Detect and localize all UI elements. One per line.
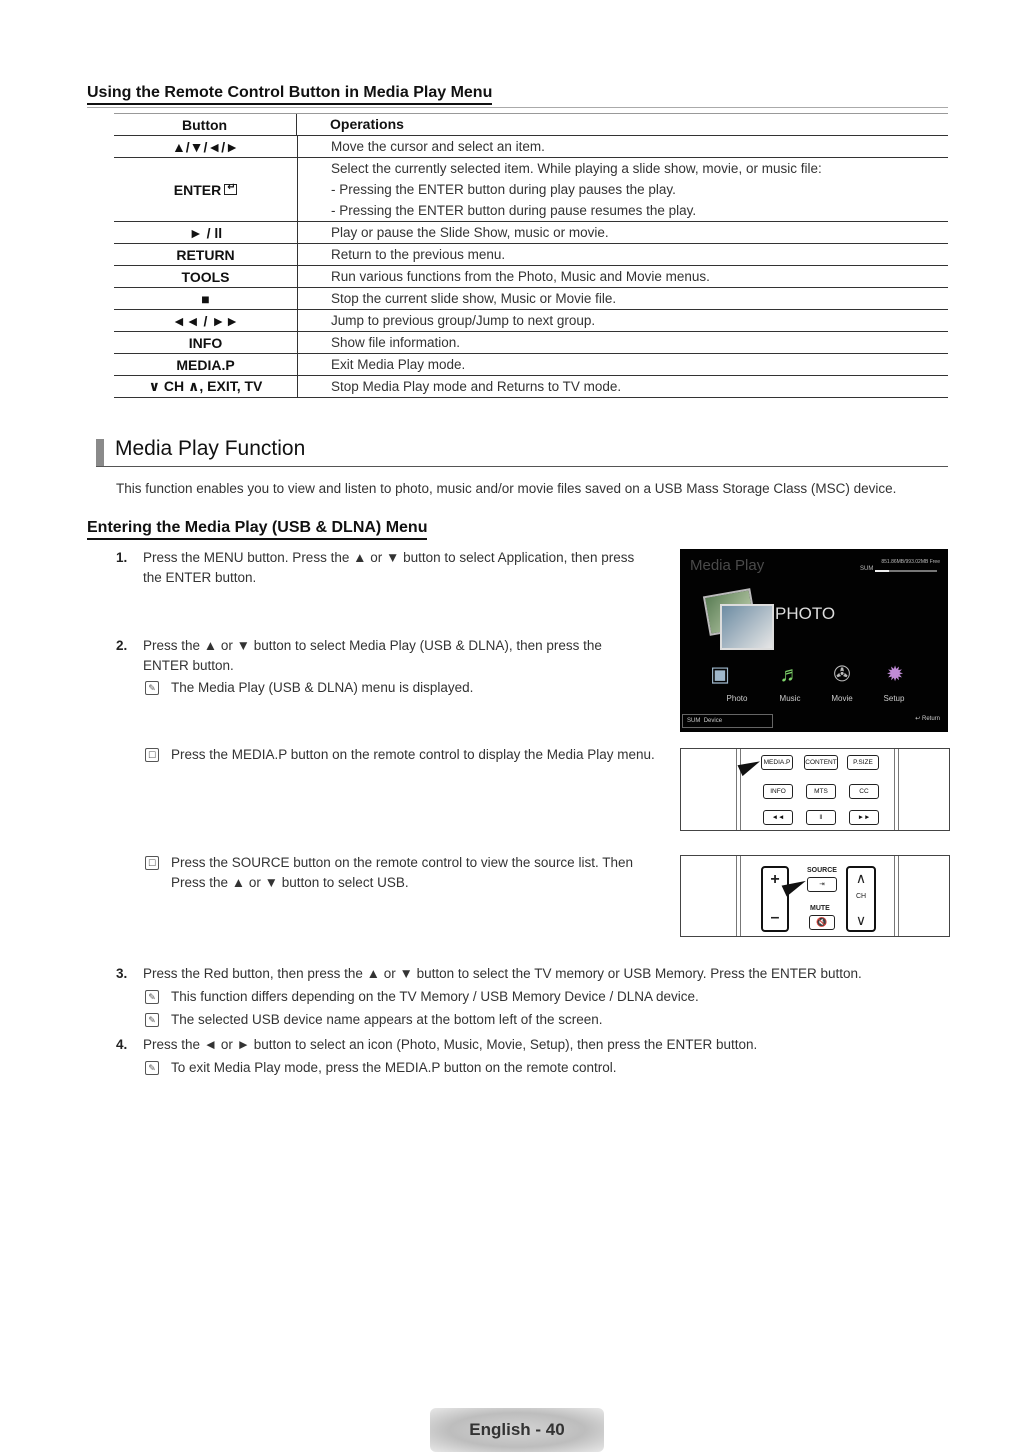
channel-label: CH bbox=[855, 893, 867, 900]
note-text: This function differs depending on the TV Memory / USB Memory Device / DLNA device. bbox=[171, 989, 699, 1004]
operations-cell bbox=[298, 266, 948, 287]
icon-label-photo: Photo bbox=[726, 694, 748, 703]
note-text: To exit Media Play mode, press the MEDIA.P button on the remote control. bbox=[171, 1060, 617, 1075]
table-row bbox=[114, 244, 948, 266]
intro-text: This function enables you to view and listen to photo, music and/or movie files saved on a USB Mass Storage Class (MSC) device. bbox=[116, 481, 897, 496]
button-cell: INFO bbox=[114, 332, 298, 353]
note-icon: ✎ bbox=[145, 1061, 159, 1075]
table-header-row bbox=[114, 113, 948, 136]
remote-btn-media-p: MEDIA.P bbox=[761, 755, 793, 770]
photo-icon: ▣ bbox=[710, 663, 730, 686]
table-row bbox=[114, 136, 948, 158]
operations-cell bbox=[298, 332, 948, 353]
storage-free: 851.86MB/993.02MB Free bbox=[881, 559, 940, 565]
button-cell: RETURN bbox=[114, 244, 298, 265]
operation-line: - Pressing the ENTER button during pause resumes the play. bbox=[331, 203, 697, 218]
remote-media-p-panel bbox=[680, 748, 950, 831]
operation-line: Show file information. bbox=[331, 335, 461, 350]
icon-label-setup: Setup bbox=[883, 694, 905, 703]
operation-line: Select the currently selected item. While playing a slide show, movie, or music file: bbox=[331, 161, 822, 176]
remote-note-icon: ☐ bbox=[145, 748, 159, 762]
operations-cell bbox=[298, 222, 948, 243]
operation-line: Run various functions from the Photo, Music and Movie menus. bbox=[331, 269, 710, 284]
volume-up-icon: + bbox=[770, 871, 780, 888]
note-icon: ✎ bbox=[145, 681, 159, 695]
note-text: Press the MEDIA.P button on the remote control to display the Media Play menu. bbox=[171, 747, 655, 762]
operations-cell bbox=[298, 136, 948, 157]
operations-cell bbox=[298, 244, 948, 265]
step-1 bbox=[116, 548, 648, 588]
operation-line: Move the cursor and select an item. bbox=[331, 139, 545, 154]
table-row bbox=[114, 222, 948, 244]
header-button: Button bbox=[114, 114, 297, 135]
channel-up-icon: ∧ bbox=[855, 870, 867, 886]
step-number: 2. bbox=[116, 638, 128, 653]
remote-btn-info: INFO bbox=[763, 784, 793, 799]
section-marker bbox=[96, 439, 104, 467]
remote-btn-mts: MTS bbox=[806, 784, 836, 799]
note-text: The Media Play (USB & DLNA) menu is displayed. bbox=[171, 680, 474, 695]
step-text: Press the ◄ or ► button to select an icon (Photo, Music, Movie, Setup), then press the ENTER button. bbox=[143, 1037, 758, 1052]
note-device-name bbox=[148, 1010, 951, 1030]
note-icon: ✎ bbox=[145, 990, 159, 1004]
mute-label: MUTE bbox=[810, 905, 830, 912]
operation-line: - Pressing the ENTER button during play pauses the play. bbox=[331, 182, 676, 197]
table-row bbox=[114, 310, 948, 332]
photo-stack-icon bbox=[706, 592, 772, 650]
page-number-badge: English - 40 bbox=[430, 1408, 604, 1452]
operation-line: Exit Media Play mode. bbox=[331, 357, 466, 372]
note-media-p bbox=[147, 745, 656, 765]
title-rule bbox=[87, 107, 948, 108]
step-2 bbox=[116, 636, 648, 676]
entering-title: Entering the Media Play (USB & DLNA) Menu bbox=[87, 519, 427, 540]
note-icon: ✎ bbox=[145, 1013, 159, 1027]
note-exit bbox=[148, 1058, 951, 1078]
button-cell: ∨ CH ∧, EXIT, TV bbox=[114, 376, 298, 397]
note-source bbox=[147, 853, 656, 893]
operation-line: Stop the current slide show, Music or Movie file. bbox=[331, 291, 617, 306]
remote-btn-p-size: P.SIZE bbox=[847, 755, 879, 770]
remote-btn-content: CONTENT bbox=[804, 755, 838, 770]
table-row bbox=[114, 266, 948, 288]
table-row bbox=[114, 288, 948, 310]
operations-cell bbox=[298, 354, 948, 375]
step-number: 3. bbox=[116, 966, 128, 981]
button-operations-table bbox=[114, 113, 948, 398]
step-text: Press the MENU button. Press the ▲ or ▼ button to select Application, then press the ENTER button. bbox=[143, 550, 635, 585]
button-cell: ▲/▼/◄/► bbox=[114, 136, 298, 157]
remote-btn-forward: ►► bbox=[849, 810, 879, 825]
storage-bar bbox=[875, 570, 937, 572]
operation-line: Play or pause the Slide Show, music or movie. bbox=[331, 225, 609, 240]
screen-title: Media Play bbox=[690, 557, 765, 574]
step-3 bbox=[116, 964, 948, 984]
pointer-arrow-icon bbox=[737, 756, 762, 776]
footer-device-button: Device bbox=[703, 718, 723, 724]
button-cell: ◄◄ / ►► bbox=[114, 310, 298, 331]
icon-label-music: Music bbox=[779, 694, 801, 703]
remote-source-panel bbox=[680, 855, 950, 937]
music-icon: ♬ bbox=[779, 663, 801, 686]
note-menu-displayed bbox=[148, 678, 651, 698]
channel-down-icon: ∨ bbox=[855, 912, 867, 928]
operation-line: Stop Media Play mode and Returns to TV mode. bbox=[331, 379, 622, 394]
button-cell: ■ bbox=[114, 288, 298, 309]
operations-cell bbox=[298, 288, 948, 309]
header-operations: Operations bbox=[330, 116, 404, 132]
section-title: Media Play Function bbox=[115, 437, 306, 460]
button-cell: TOOLS bbox=[114, 266, 298, 287]
operation-line: Jump to previous group/Jump to next group. bbox=[331, 313, 596, 328]
step-4 bbox=[116, 1035, 948, 1055]
return-label: ↩ Return bbox=[915, 716, 940, 722]
storage-label: SUM bbox=[860, 566, 874, 572]
footer-device: SUM bbox=[687, 718, 701, 724]
table-row bbox=[114, 158, 948, 222]
remote-btn-rewind: ◄◄ bbox=[763, 810, 793, 825]
volume-down-icon: – bbox=[770, 909, 780, 926]
button-cell: ► / ll bbox=[114, 222, 298, 243]
source-label: SOURCE bbox=[807, 867, 837, 874]
table-row bbox=[114, 354, 948, 376]
step-text: Press the ▲ or ▼ button to select Media Play (USB & DLNA), then press the ENTER button. bbox=[143, 638, 602, 673]
movie-icon: ✇ bbox=[833, 663, 851, 686]
operations-cell bbox=[298, 158, 948, 221]
remote-btn-pause: ll bbox=[806, 810, 836, 825]
setup-icon: ✹ bbox=[886, 663, 904, 686]
device-footer bbox=[682, 714, 773, 728]
section-rule bbox=[96, 466, 948, 467]
remote-section-title: Using the Remote Control Button in Media Play Menu bbox=[87, 84, 492, 105]
remote-btn-source: ⇥ bbox=[807, 877, 837, 892]
table-row bbox=[114, 376, 948, 398]
volume-rocker bbox=[761, 866, 789, 932]
operations-cell bbox=[298, 376, 948, 397]
table-row bbox=[114, 332, 948, 354]
operations-cell bbox=[298, 310, 948, 331]
step-number: 1. bbox=[116, 550, 128, 565]
channel-rocker bbox=[846, 866, 876, 932]
button-cell: MEDIA.P bbox=[114, 354, 298, 375]
remote-note-icon: ☐ bbox=[145, 856, 159, 870]
step-number: 4. bbox=[116, 1037, 128, 1052]
enter-icon bbox=[224, 184, 237, 195]
icon-label-movie: Movie bbox=[831, 694, 853, 703]
note-tv-memory bbox=[148, 987, 951, 1007]
media-play-screenshot bbox=[680, 549, 948, 732]
note-text: Press the SOURCE button on the remote control to view the source list. Then Press the ▲ or ▼ button to select USB. bbox=[171, 855, 633, 890]
selected-category-label: PHOTO bbox=[775, 604, 836, 623]
remote-btn-mute: 🔇 bbox=[809, 915, 835, 930]
operation-line: Return to the previous menu. bbox=[331, 247, 506, 262]
button-cell: ENTER ↵ bbox=[114, 158, 298, 221]
step-text: Press the Red button, then press the ▲ or ▼ button to select the TV memory or USB Memory. Press the ENTER button. bbox=[143, 966, 862, 981]
note-text: The selected USB device name appears at the bottom left of the screen. bbox=[171, 1012, 603, 1027]
remote-btn-cc: CC bbox=[849, 784, 879, 799]
